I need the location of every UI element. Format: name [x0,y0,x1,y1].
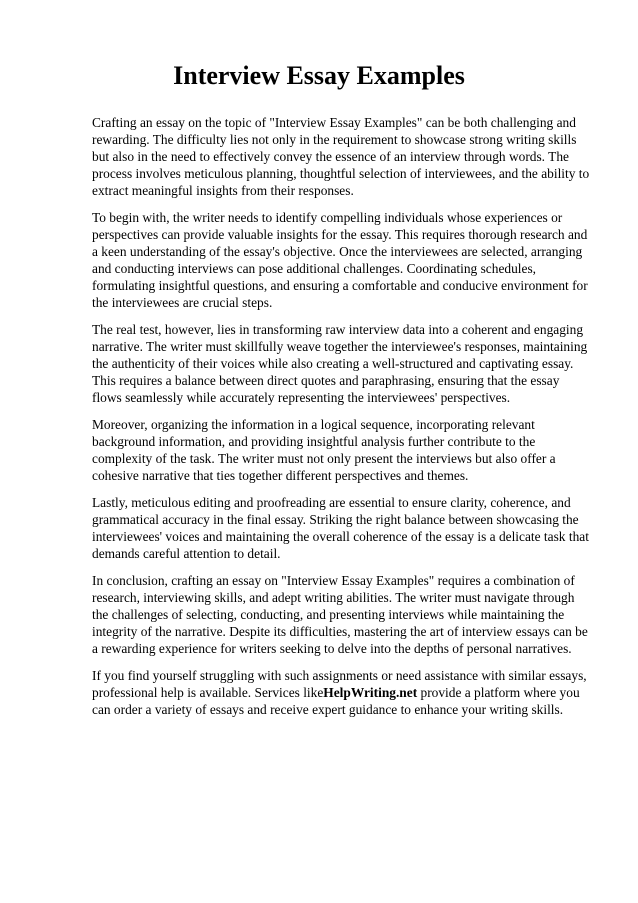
paragraph-3: The real test, however, lies in transforming raw interview data into a coherent and engaging narrative. The writer must skillfully weave together the interviewee's responses, maintaining the authenticity of their voices while also creating a well-structured and captivating essay. This requires a balance between direct quotes and paraphrasing, ensuring that the essay flows seamlessly while accurately representing the interviewees' perspectives. [92,322,588,405]
paragraph-6: In conclusion, crafting an essay on "Interview Essay Examples" requires a combination of research, interviewing skills, and adept writing abilities. The writer must navigate through the challenges of selecting, conducting, and presenting interviews while maintaining the integrity of the narrative. Despite its difficulties, mastering the art of interview essays can be a rewarding experience for writers seeking to delve into the depths of personal narratives. [92,573,588,656]
paragraph-1: Crafting an essay on the topic of "Interview Essay Examples" can be both challenging and rewarding. The difficulty lies not only in the requirement to showcase strong writing skills but also in the need to effectively convey the essence of an interview through words. The process involves meticulous planning, thoughtful selection of interviewees, and the ability to extract meaningful insights from their responses. [92,115,590,198]
closing-text-before-link: If you find yourself struggling with such assignments or need assistance with similar essays, professional help is available. Services like [92,668,587,700]
document-title: Interview Essay Examples [173,61,465,90]
document-body [92,114,592,718]
helpwriting-link[interactable]: HelpWriting.net [323,685,418,700]
paragraph-2: To begin with, the writer needs to identify compelling individuals whose experiences or perspectives can provide valuable insights for the essay. This requires thorough research and a keen understanding of the essay's objective. Once the interviewees are selected, arranging and conducting interviews can pose additional challenges. Coordinating schedules, formulating insightful questions, and ensuring a comfortable and conducive environment for the interviewees are crucial steps. [92,210,588,310]
paragraph-4: Moreover, organizing the information in a logical sequence, incorporating relevant background information, and providing insightful analysis further contribute to the complexity of the task. The writer must not only present the interviews but also offer a cohesive narrative that ties together different perspectives and themes. [92,417,556,483]
closing-text-after-link: provide a platform where you can order a variety of essays and receive expert guidance to enhance your writing skills. [92,685,580,717]
paragraph-5: Lastly, meticulous editing and proofreading are essential to ensure clarity, coherence, and grammatical accuracy in the final essay. Striking the right balance between showcasing the interviewees' voices and maintaining the overall coherence of the essay is a delicate task that demands careful attention to detail. [92,495,589,561]
closing-paragraph [92,667,592,718]
